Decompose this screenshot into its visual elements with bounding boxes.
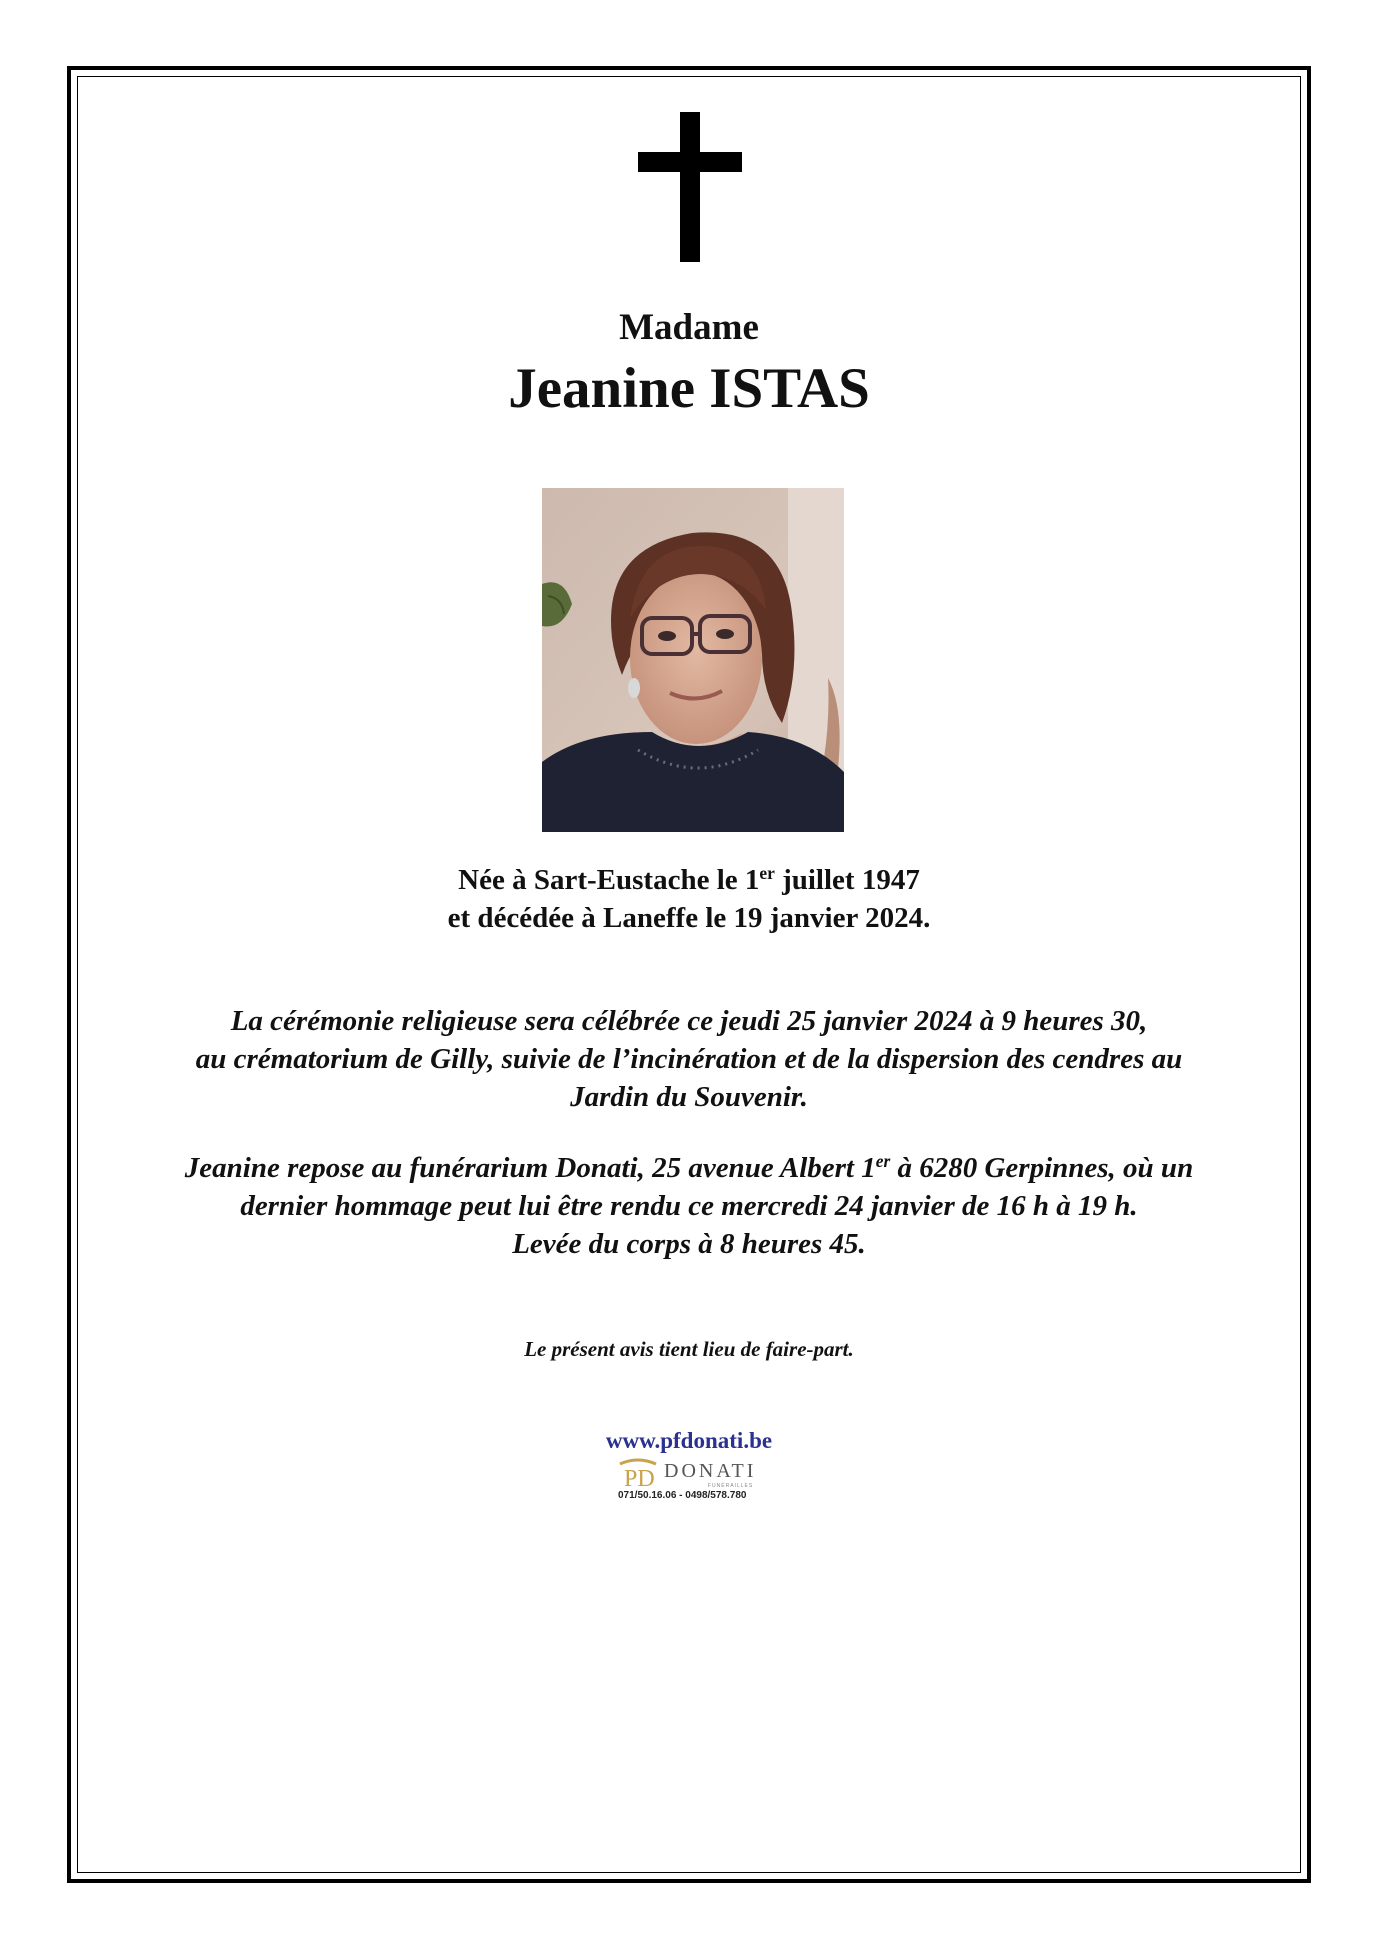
cross-icon — [638, 112, 742, 262]
visitation-line-2: dernier hommage peut lui être rendu ce mercredi 24 janvier de 16 h à 19 h. — [240, 1190, 1138, 1222]
portrait-photo — [542, 488, 844, 832]
visitation-line-1: Jeanine repose au funérarium Donati, 25 avenue Albert 1er à 6280 Gerpinnes, où un — [184, 1151, 1194, 1184]
ceremony-line-2: au crématorium de Gilly, suivie de l’incinération et de la dispersion des cendres au — [195, 1043, 1183, 1075]
death-line: et décédée à Laneffe le 19 janvier 2024. — [447, 902, 931, 934]
logo-subtitle: FUNÉRAILLES — [708, 1483, 754, 1489]
honorific-title: Madame — [619, 307, 759, 348]
logo-wordmark: DONATI — [664, 1460, 757, 1482]
visitation-line-3: Levée du corps à 8 heures 45. — [512, 1228, 866, 1260]
ceremony-line-1: La cérémonie religieuse sera célébrée ce jeudi 25 janvier 2024 à 9 heures 30, — [230, 1005, 1148, 1037]
deceased-name: Jeanine ISTAS — [508, 357, 870, 420]
phone-numbers: 071/50.16.06 - 0498/578.780 — [618, 1490, 747, 1501]
closing-notice: Le présent avis tient lieu de faire-part. — [524, 1337, 854, 1361]
svg-text:PD: PD — [624, 1466, 655, 1490]
ceremony-line-3: Jardin du Souvenir. — [570, 1081, 808, 1113]
birth-line: Née à Sart-Eustache le 1er juillet 1947 — [458, 863, 920, 896]
website-link[interactable]: www.pfdonati.be — [605, 1428, 773, 1453]
donati-logo-mark-icon — [616, 1458, 662, 1490]
donati-logo — [614, 1456, 774, 1508]
